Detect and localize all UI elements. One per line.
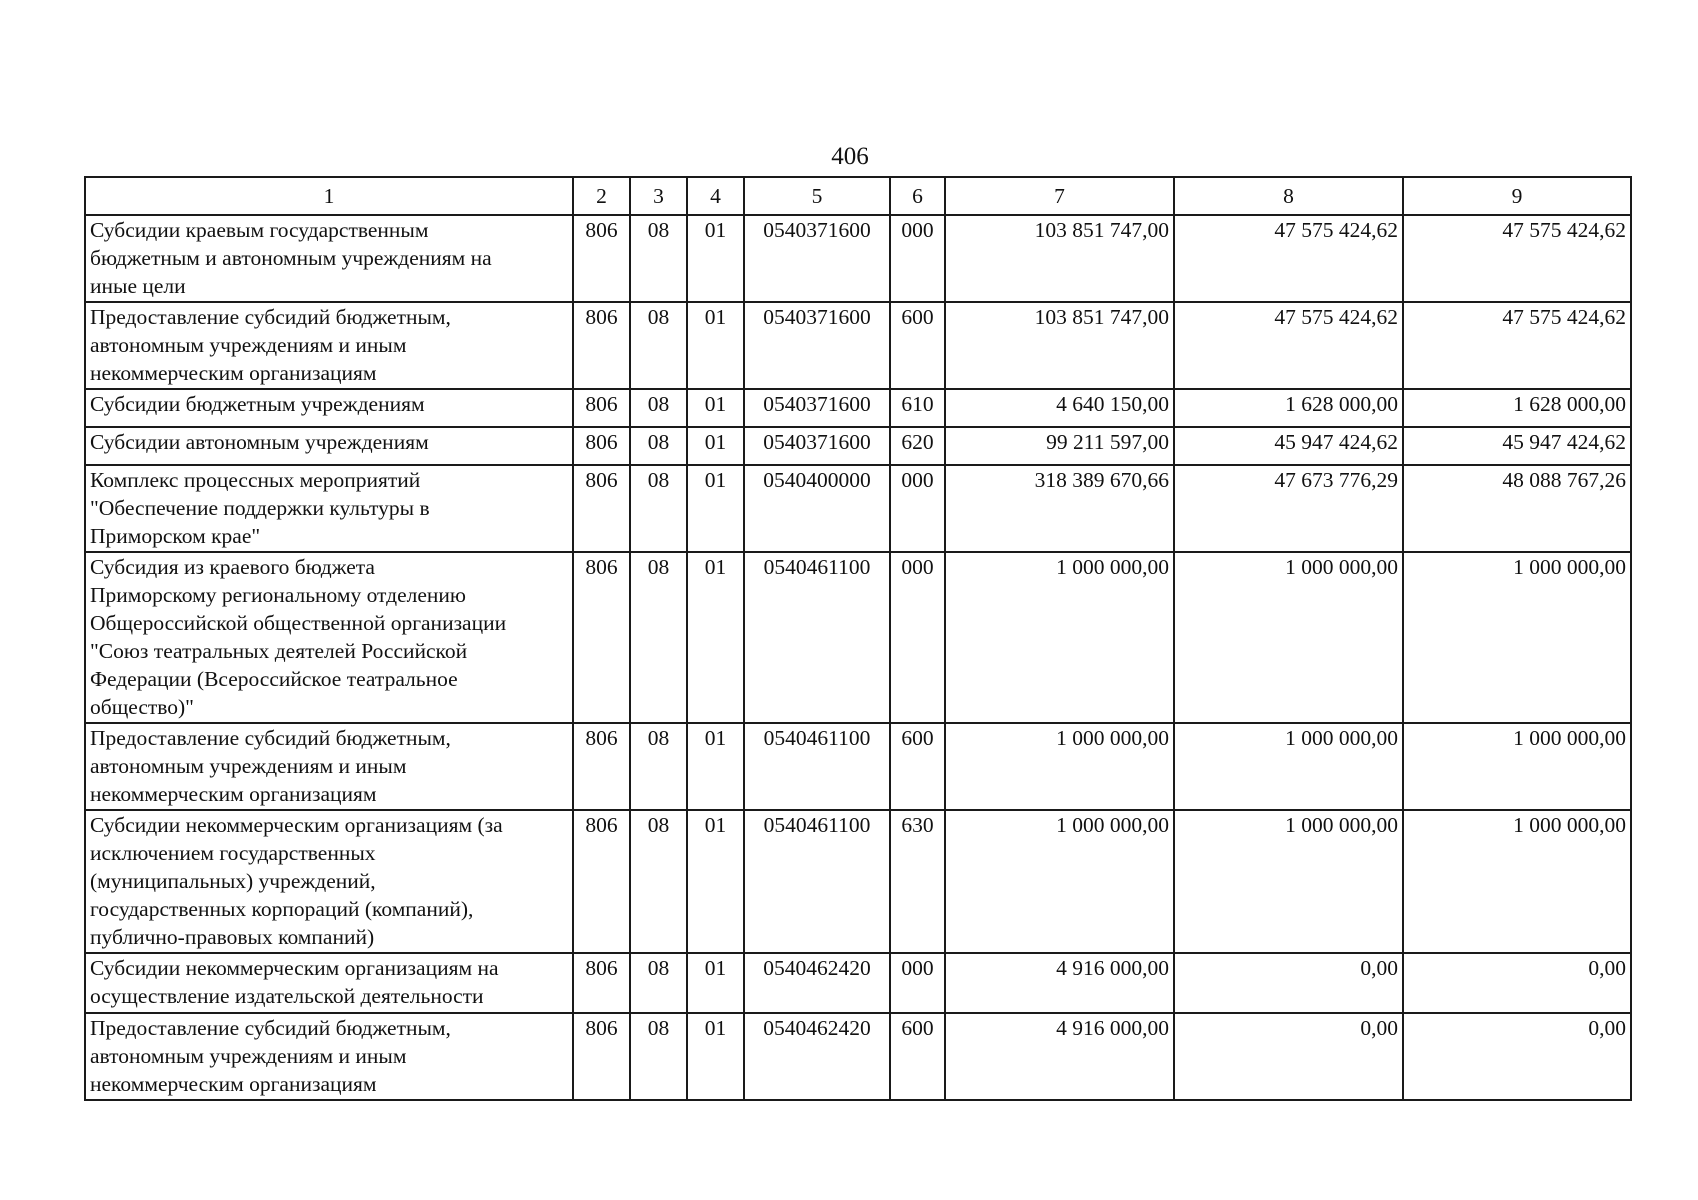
ministry-code: 806: [573, 953, 630, 1013]
row-name: Субсидия из краевого бюджета Приморскому региональному отделению Общероссийской общественной организации "Союз театральных деятелей Российской Федерации (Всероссийское театральное общество)": [85, 552, 573, 723]
budget-table: [84, 176, 1632, 1101]
amount-col-8: 47 575 424,62: [1174, 215, 1403, 302]
target-article-code: 0540371600: [744, 302, 890, 389]
header-row: [85, 177, 1631, 215]
amount-col-9: 1 000 000,00: [1403, 552, 1631, 723]
subsection-code: 01: [687, 389, 744, 427]
table-row: [85, 953, 1631, 1013]
table-row: [85, 723, 1631, 810]
expense-type-code: 000: [890, 953, 945, 1013]
table-row: [85, 215, 1631, 302]
target-article-code: 0540400000: [744, 465, 890, 552]
page-number: 406: [831, 143, 869, 170]
amount-col-7: 103 851 747,00: [945, 215, 1174, 302]
amount-col-7: 99 211 597,00: [945, 427, 1174, 465]
subsection-code: 01: [687, 953, 744, 1013]
expense-type-code: 610: [890, 389, 945, 427]
section-code: 08: [630, 552, 687, 723]
subsection-code: 01: [687, 215, 744, 302]
ministry-code: 806: [573, 1013, 630, 1100]
amount-col-8: 47 575 424,62: [1174, 302, 1403, 389]
header-col-8: 8: [1174, 177, 1403, 215]
subsection-code: 01: [687, 427, 744, 465]
amount-col-8: 1 000 000,00: [1174, 723, 1403, 810]
amount-col-8: 1 000 000,00: [1174, 552, 1403, 723]
table-row: [85, 552, 1631, 723]
table-row: [85, 1013, 1631, 1100]
subsection-code: 01: [687, 552, 744, 723]
ministry-code: 806: [573, 389, 630, 427]
target-article-code: 0540462420: [744, 1013, 890, 1100]
expense-type-code: 620: [890, 427, 945, 465]
header-col-1: 1: [85, 177, 573, 215]
amount-col-9: 47 575 424,62: [1403, 302, 1631, 389]
table-row: [85, 302, 1631, 389]
target-article-code: 0540461100: [744, 723, 890, 810]
amount-col-8: 1 628 000,00: [1174, 389, 1403, 427]
row-name: Субсидии краевым государственным бюджетным и автономным учреждениям на иные цели: [85, 215, 573, 302]
row-name: Комплекс процессных мероприятий "Обеспечение поддержки культуры в Приморском крае": [85, 465, 573, 552]
section-code: 08: [630, 427, 687, 465]
table-row: [85, 389, 1631, 427]
expense-type-code: 000: [890, 552, 945, 723]
expense-type-code: 600: [890, 723, 945, 810]
section-code: 08: [630, 389, 687, 427]
amount-col-7: 1 000 000,00: [945, 810, 1174, 953]
section-code: 08: [630, 215, 687, 302]
row-name: Субсидии автономным учреждениям: [85, 427, 573, 465]
subsection-code: 01: [687, 1013, 744, 1100]
expense-type-code: 000: [890, 215, 945, 302]
table-row: [85, 465, 1631, 552]
row-name: Предоставление субсидий бюджетным, автономным учреждениям и иным некоммерческим организациям: [85, 302, 573, 389]
table-row: [85, 427, 1631, 465]
row-name: Предоставление субсидий бюджетным, автономным учреждениям и иным некоммерческим организациям: [85, 723, 573, 810]
expense-type-code: 000: [890, 465, 945, 552]
amount-col-7: 1 000 000,00: [945, 723, 1174, 810]
header-col-9: 9: [1403, 177, 1631, 215]
amount-col-9: 47 575 424,62: [1403, 215, 1631, 302]
ministry-code: 806: [573, 723, 630, 810]
amount-col-8: 0,00: [1174, 953, 1403, 1013]
section-code: 08: [630, 723, 687, 810]
amount-col-7: 1 000 000,00: [945, 552, 1174, 723]
ministry-code: 806: [573, 465, 630, 552]
row-name: Субсидии бюджетным учреждениям: [85, 389, 573, 427]
row-name: Субсидии некоммерческим организациям (за исключением государственных (муниципальных) учреждений, государственных корпораций (компаний), публично-правовых компаний): [85, 810, 573, 953]
row-name: Предоставление субсидий бюджетным, автономным учреждениям и иным некоммерческим организациям: [85, 1013, 573, 1100]
subsection-code: 01: [687, 810, 744, 953]
header-col-2: 2: [573, 177, 630, 215]
header-col-7: 7: [945, 177, 1174, 215]
expense-type-code: 630: [890, 810, 945, 953]
header-col-6: 6: [890, 177, 945, 215]
expense-type-code: 600: [890, 302, 945, 389]
amount-col-7: 4 916 000,00: [945, 953, 1174, 1013]
target-article-code: 0540371600: [744, 215, 890, 302]
target-article-code: 0540462420: [744, 953, 890, 1013]
amount-col-7: 4 640 150,00: [945, 389, 1174, 427]
target-article-code: 0540371600: [744, 389, 890, 427]
amount-col-8: 47 673 776,29: [1174, 465, 1403, 552]
amount-col-9: 1 628 000,00: [1403, 389, 1631, 427]
amount-col-9: 48 088 767,26: [1403, 465, 1631, 552]
ministry-code: 806: [573, 427, 630, 465]
amount-col-9: 0,00: [1403, 953, 1631, 1013]
amount-col-7: 318 389 670,66: [945, 465, 1174, 552]
section-code: 08: [630, 953, 687, 1013]
section-code: 08: [630, 465, 687, 552]
amount-col-7: 103 851 747,00: [945, 302, 1174, 389]
amount-col-7: 4 916 000,00: [945, 1013, 1174, 1100]
expense-type-code: 600: [890, 1013, 945, 1100]
section-code: 08: [630, 1013, 687, 1100]
header-col-4: 4: [687, 177, 744, 215]
amount-col-8: 45 947 424,62: [1174, 427, 1403, 465]
target-article-code: 0540461100: [744, 552, 890, 723]
section-code: 08: [630, 810, 687, 953]
section-code: 08: [630, 302, 687, 389]
amount-col-9: 1 000 000,00: [1403, 723, 1631, 810]
subsection-code: 01: [687, 302, 744, 389]
target-article-code: 0540371600: [744, 427, 890, 465]
amount-col-9: 0,00: [1403, 1013, 1631, 1100]
subsection-code: 01: [687, 465, 744, 552]
header-col-3: 3: [630, 177, 687, 215]
ministry-code: 806: [573, 302, 630, 389]
amount-col-9: 45 947 424,62: [1403, 427, 1631, 465]
table-row: [85, 810, 1631, 953]
header-col-5: 5: [744, 177, 890, 215]
ministry-code: 806: [573, 552, 630, 723]
amount-col-8: 1 000 000,00: [1174, 810, 1403, 953]
row-name: Субсидии некоммерческим организациям на осуществление издательской деятельности: [85, 953, 573, 1013]
target-article-code: 0540461100: [744, 810, 890, 953]
amount-col-8: 0,00: [1174, 1013, 1403, 1100]
amount-col-9: 1 000 000,00: [1403, 810, 1631, 953]
ministry-code: 806: [573, 215, 630, 302]
subsection-code: 01: [687, 723, 744, 810]
ministry-code: 806: [573, 810, 630, 953]
